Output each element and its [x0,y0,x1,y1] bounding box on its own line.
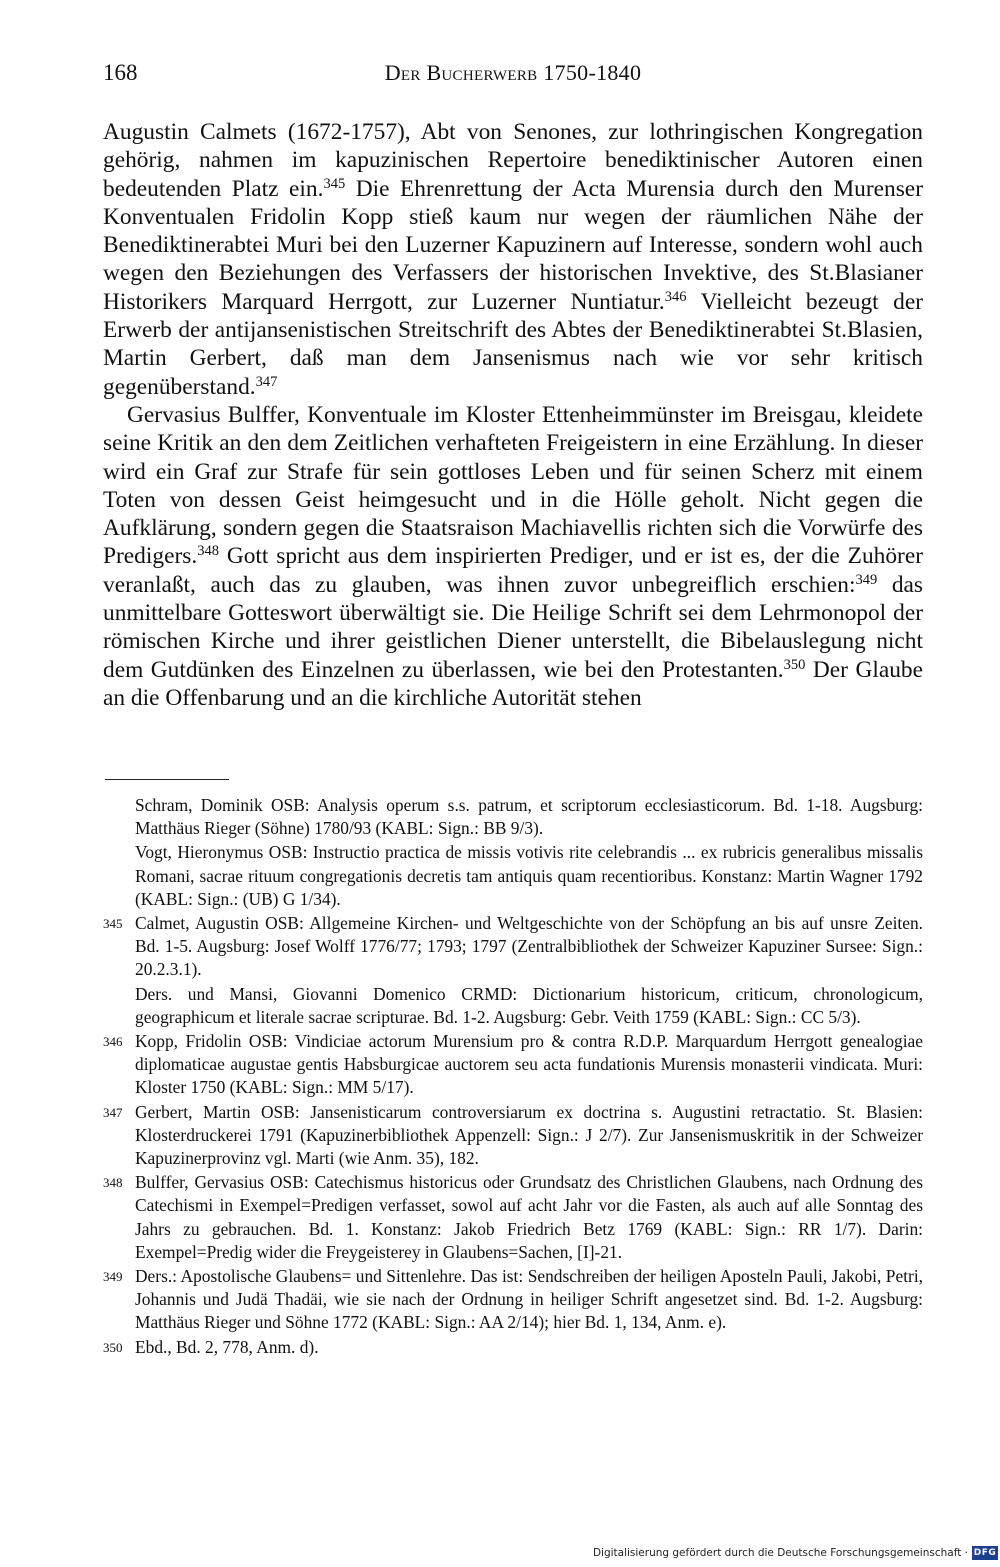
footnote-346 [103,1030,923,1100]
footnote-348 [103,1171,923,1264]
footnote-ref-346[interactable]: 346 [664,288,687,305]
page-number: 168 [103,60,138,85]
footnote-text: Bulffer, Gervasius OSB: Catechismus historicus oder Grundsatz des Christlichen Glaubens, nach Ordnung des Catechismi in Exempel=Predigen verfasset, sowol auf acht Jahr vor die Fasten, als auch auf alle Sonntag des Jahrs zu gebrauchen. Bd. 1. Konstanz: Jakob Friedrich Betz 1769 (KABL: Sign.: RR 1/7). Darin: Exempel=Predig wider die Freygeisterey in Glaubens=Sachen, [I]-21. [135,1172,923,1262]
footnote-345 [103,912,923,1029]
footnote-number: 347 [103,1104,123,1120]
footnote-text: Kopp, Fridolin OSB: Vindiciae actorum Murensium pro & contra R.D.P. Marquardum Herrgott genealogiae diplomaticae augustae gentis Habsburgicae auctorem seu acta fundationis Murensis monasterii vindicata. Muri: Kloster 1750 (KABL: Sign.: MM 5/17). [135,1031,923,1098]
text-run: Gott spricht aus dem inspirierten Prediger, und er ist es, der die Zuhörer veranlaßt, auch das zu glauben, was ihnen zuvor unbegreiflich erschien: [103,543,923,598]
footnote-ref-349[interactable]: 349 [855,571,878,588]
footnote-entry: Calmet, Augustin OSB: Allgemeine Kirchen- und Weltgeschichte von der Schöpfung an bis auf unsre Zeiten. Bd. 1-5. Augsburg: Josef Wolff 1776/77; 1793; 1797 (Zentralbibliothek der Schweizer Kapuziner Sursee: Sign.: 20.2.3.1). [135,913,923,980]
footnote-number: 349 [103,1269,123,1285]
footnote-350 [103,1336,923,1359]
main-text [103,118,923,712]
digitization-credit [593,1543,998,1563]
text-run: Augustin Calmets (1672-1757), Abt von Senones, zur lothringischen Kongregation gehörig, nahmen im kapuzinischen Repertoire benediktinischer Autoren einen bedeutenden Platz ein. [103,119,923,202]
footnotes [103,794,923,1360]
footnote-349 [103,1265,923,1335]
credit-text: Digitalisierung gefördert durch die Deutsche Forschungsgemeinschaft · [592,1547,968,1559]
text-run: das unmittelbare Gotteswort überwältigt sie. Die Heilige Schrift sei dem Lehrmonopol der römischen Kirche und ihrer geistlichen Diener unterstellt, die Bibelauslegung nicht dem Gutdünken des Einzelnen zu überlassen, wie bei den Protestanten. [103,571,923,683]
footnote-ref-350[interactable]: 350 [783,656,806,673]
running-title: Der Bucherwerb 1750-1840 [384,60,642,85]
footnote-text: Ebd., Bd. 2, 778, Anm. d). [135,1336,319,1357]
footnote-entry: Vogt, Hieronymus OSB: Instructio practica de missis votivis rite celebrandis ... ex rubricis generalibus missalis Romani, sacrae rituum congregationis decretis tam antiquis quam recentioribus. Konstanz: Martin Wagner 1792 (KABL: Sign.: (UB) G 1/34). [135,842,923,909]
dfg-logo-icon: DFG [973,1548,997,1558]
page-header [103,60,923,94]
footnote-number: 350 [103,1339,123,1355]
footnote-entry: Schram, Dominik OSB: Analysis operum s.s. patrum, et scriptorum ecclesiasticorum. Bd. 1-18. Augsburg: Matthäus Rieger (Söhne) 1780/93 (KABL: Sign.: BB 9/3). [135,795,923,839]
footnote-ref-348[interactable]: 348 [197,543,219,560]
footnote-text: Gerbert, Martin OSB: Jansenisticarum controversiarum ex doctrina s. Augustini retractatio. St. Blasien: Klosterdruckerei 1791 (Kapuzinerbibliothek Appenzell: Sign.: J 2/7). Zur Jansenismuskritik in der Schweizer Kapuzinerprovinz vgl. Marti (wie Anm. 35), 182. [135,1101,923,1169]
footnote-number: 348 [103,1175,123,1191]
footnote-continuation [103,794,923,911]
paragraph [103,118,923,401]
footnote-text: Ders.: Apostolische Glaubens= und Sittenlehre. Das ist: Sendschreiben der heiligen Aposteln Pauli, Jakobi, Petri, Johannis und Judä Thadäi, wie sie nach der Ordnung in heiliger Schrift angesetzet sind. Bd. 1-2. Augsburg: Matthäus Rieger und Söhne 1772 (KABL: Sign.: AA 2/14); hier Bd. 1, 134, Anm. e). [135,1266,923,1333]
footnote-ref-345[interactable]: 345 [323,175,346,192]
text-run: Der Glaube an die Offenbarung und an die kirchliche Autorität stehen [103,656,923,711]
footnote-separator [105,779,229,780]
text-run: Gervasius Bulffer, Konventuale im Kloster Ettenheimmünster im Breisgau, kleidete seine Kritik an den dem Zeitlichen verhafteten Freigeistern in eine Erzählung. In dieser wird ein Graf zur Strafe für sein gottloses Leben und für seinen Scherz mit einem Toten von dessen Geist heimgesucht und in die Hölle geholt. Nicht gegen die Aufklärung, sondern gegen die Staatsraison Machiavellis richten sich die Vorwürfe des Predigers. [103,401,923,570]
text-run: Vielleicht bezeugt der Erwerb der antijansenistischen Streitschrift des Abtes der Benediktinerabtei St.Blasien, Martin Gerbert, daß man dem Jansenismus nach wie vor sehr kritisch gegenüberstand. [103,288,924,400]
footnote-number: 345 [103,916,123,932]
footnote-number: 346 [103,1034,123,1050]
footnote-347 [103,1101,923,1171]
text-run: Die Ehrenrettung der Acta Murensia durch den Murenser Konventualen Fridolin Kopp stieß kaum nur wegen der räumlichen Nähe der Benediktinerabtei Muri bei den Luzerner Kapuzinern auf Interesse, sondern wohl auch wegen den Beziehungen des Verfassers der historischen Invektive, des St.Blasianer Historikers Marquard Herrgott, zur Luzerner Nuntiatur. [103,175,923,315]
footnote-entry: Ders. und Mansi, Giovanni Domenico CRMD: Dictionarium historicum, criticum, chronologicum, geographicum et literale sacrae scripturae. Bd. 1-2. Augsburg: Gebr. Veith 1759 (KABL: Sign.: CC 5/3). [135,983,923,1027]
footnote-ref-347[interactable]: 347 [255,373,278,390]
paragraph [103,401,923,712]
